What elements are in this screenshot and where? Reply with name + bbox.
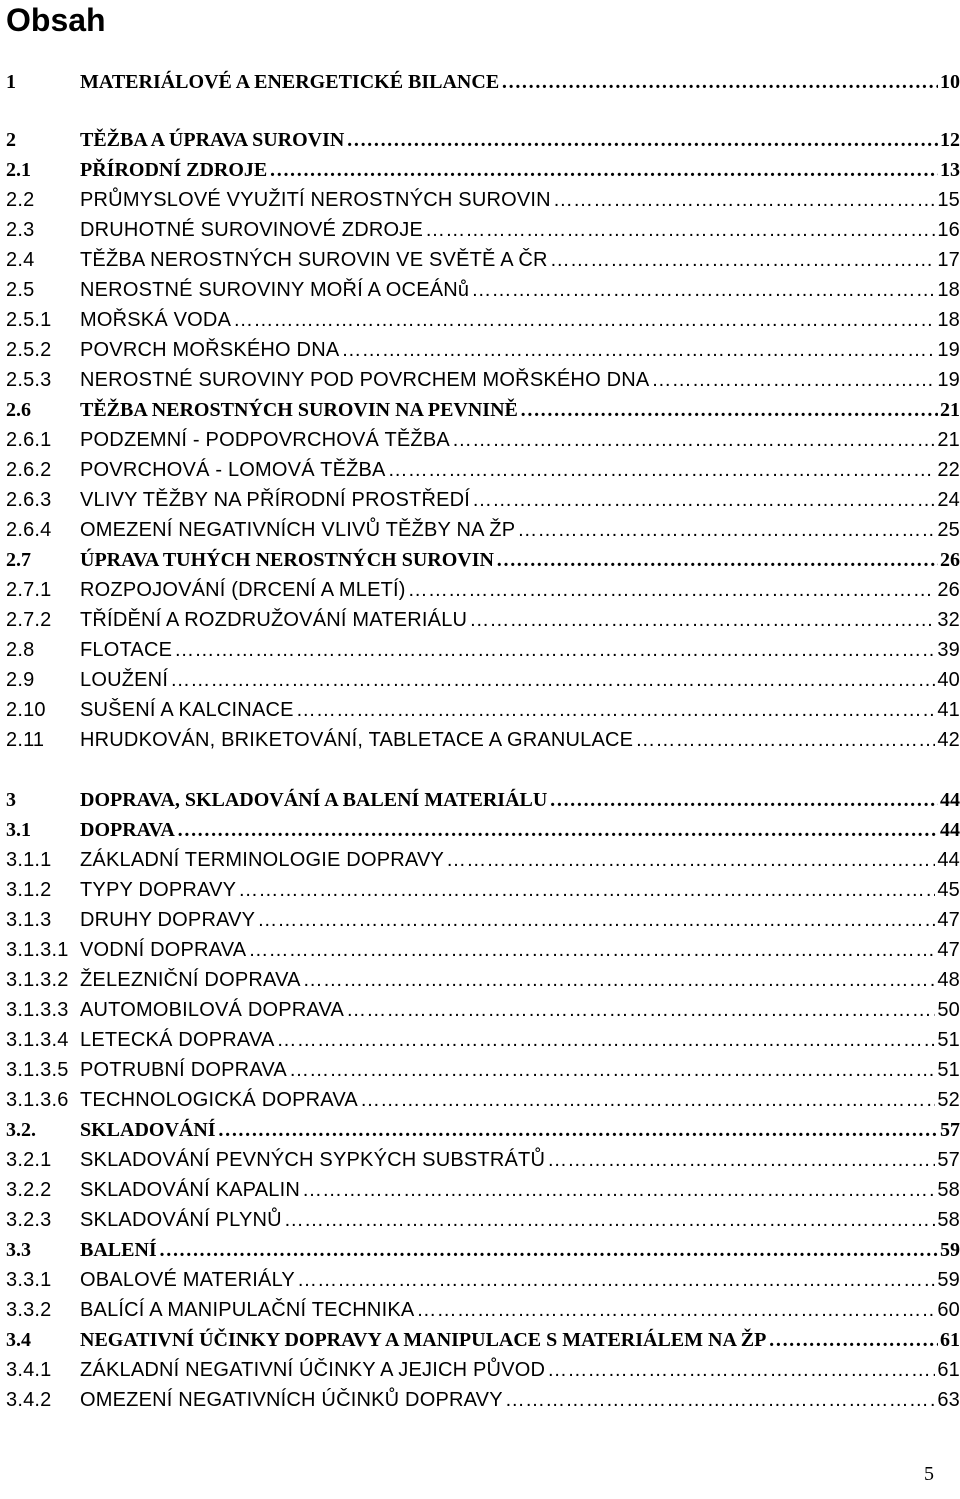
toc-entry-title: TECHNOLOGICKÁ DOPRAVA [80,1089,358,1111]
toc-leader-dots [416,1296,935,1316]
toc-entry[interactable] [6,1236,960,1264]
toc-entry-number: 2.6 [6,399,31,421]
toc-leader-dots [408,576,936,596]
toc-entry-page: 17 [937,249,960,271]
toc-entry[interactable] [6,1266,960,1294]
toc-entry-number: 2.6.1 [6,429,52,451]
toc-entry[interactable] [6,1086,960,1114]
toc-entry-page: 22 [937,459,960,481]
toc-entry-page: 48 [937,969,960,991]
toc-entry-page: 45 [937,879,960,901]
toc-entry[interactable] [6,516,960,544]
toc-leader-dots [547,1356,935,1376]
toc-entry-title: LETECKÁ DOPRAVA [80,1029,275,1051]
toc-entry-title: POVRCHOVÁ - LOMOVÁ TĚŽBA [80,459,386,481]
toc-entry-title: NEROSTNÉ SUROVINY POD POVRCHEM MOŘSKÉHO DNA [80,369,650,391]
toc-entry-page: 16 [937,219,960,241]
toc-entry-number: 2.6.3 [6,489,52,511]
toc-leader-dots [170,666,935,686]
toc-entry-page: 47 [937,909,960,931]
toc-leader-dots [768,1326,938,1346]
toc-leader-dots [174,636,935,656]
toc-entry-number: 3.1.3.1 [6,939,69,961]
toc-entry-number: 2.7 [6,549,31,571]
toc-entry-number: 2.6.4 [6,519,52,541]
toc-leader-dots [218,1116,938,1136]
toc-entry-number: 3.4.2 [6,1389,52,1411]
toc-entry-page: 25 [937,519,960,541]
toc-entry[interactable] [6,786,960,814]
toc-entry-page: 51 [937,1029,960,1051]
toc-entry[interactable] [6,426,960,454]
toc-entry-page: 58 [937,1179,960,1201]
toc-leader-dots [496,546,938,566]
page-title: Obsah [6,2,106,38]
toc-entry-page: 44 [940,819,960,841]
toc-entry-number: 2.1 [6,159,31,181]
toc-entry[interactable] [6,906,960,934]
toc-entry-title: LOUŽENÍ [80,669,169,691]
toc-leader-dots [269,156,938,176]
toc-entry-number: 2.5.1 [6,309,52,331]
toc-entry-number: 3.1.3.6 [6,1089,69,1111]
toc-entry-page: 18 [937,309,960,331]
toc-entry-number: 3.1.1 [6,849,52,871]
toc-entry[interactable] [6,126,960,154]
toc-entry[interactable] [6,666,960,694]
toc-entry-title: POTRUBNÍ DOPRAVA [80,1059,287,1081]
toc-entry-page: 24 [937,489,960,511]
toc-entry[interactable] [6,456,960,484]
toc-entry-number: 3.1 [6,819,31,841]
toc-entry[interactable] [6,636,960,664]
toc-entry[interactable] [6,1176,960,1204]
toc-entry-page: 60 [937,1299,960,1321]
toc-entry-title: ROZPOJOVÁNÍ (DRCENÍ A MLETÍ) [80,579,406,601]
toc-entry-title: TĚŽBA NEROSTNÝCH SUROVIN VE SVĚTĚ A ČR [80,249,548,271]
toc-leader-dots [472,486,935,506]
toc-entry-title: ŽELEZNIČNÍ DOPRAVA [80,969,301,991]
toc-entry[interactable] [6,246,960,274]
toc-leader-dots [346,996,935,1016]
toc-entry-number: 2.7.2 [6,609,52,631]
toc-entry[interactable] [6,876,960,904]
toc-leader-dots [517,516,935,536]
toc-entry-number: 3.1.3.5 [6,1059,69,1081]
toc-leader-dots [549,786,938,806]
toc-entry-title: ZÁKLADNÍ NEGATIVNÍ ÚČINKY A JEJICH PŮVOD [80,1359,546,1381]
toc-entry-title: PŘÍRODNÍ ZDROJE [80,159,268,181]
toc-entry-title: AUTOMOBILOVÁ DOPRAVA [80,999,345,1021]
toc-entry-title: FLOTACE [80,639,173,661]
toc-entry-title: OMEZENÍ NEGATIVNÍCH ÚČINKŮ DOPRAVY [80,1389,503,1411]
toc-entry-title: MOŘSKÁ VODA [80,309,232,331]
toc-entry[interactable] [6,546,960,574]
toc-entry-number: 2.7.1 [6,579,52,601]
toc-entry[interactable] [6,486,960,514]
toc-entry-title: NEROSTNÉ SUROVINY MOŘÍ A OCEÁNů [80,279,470,301]
toc-entry[interactable] [6,366,960,394]
toc-entry-title: TĚŽBA A ÚPRAVA SUROVIN [80,129,345,151]
toc-entry-number: 3.1.3.4 [6,1029,69,1051]
toc-entry[interactable] [6,1296,960,1324]
toc-entry-title: BALENÍ [80,1239,157,1261]
toc-entry-number: 3.3.2 [6,1299,52,1321]
toc-leader-dots [233,306,935,326]
toc-leader-dots [296,696,936,716]
toc-entry-number: 2.5 [6,279,35,301]
toc-entry-title: OBALOVÉ MATERIÁLY [80,1269,295,1291]
toc-leader-dots [360,1086,935,1106]
toc-entry-page: 40 [937,669,960,691]
toc-entry-number: 2.8 [6,639,35,661]
toc-leader-dots [257,906,935,926]
toc-entry[interactable] [6,816,960,844]
toc-leader-dots [284,1206,936,1226]
toc-entry-title: VLIVY TĚŽBY NA PŘÍRODNÍ PROSTŘEDÍ [80,489,471,511]
toc-entry[interactable] [6,1146,960,1174]
toc-entry-page: 57 [937,1149,960,1171]
toc-entry-title: MATERIÁLOVÉ A ENERGETICKÉ BILANCE [80,71,500,93]
toc-entry-page: 61 [940,1329,960,1351]
toc-entry[interactable] [6,576,960,604]
toc-entry-page: 51 [937,1059,960,1081]
toc-entry-number: 2.6.2 [6,459,52,481]
toc-entry-title: SKLADOVÁNÍ [80,1119,216,1141]
toc-entry[interactable] [6,1056,960,1084]
toc-leader-dots [501,68,938,88]
toc-entry[interactable] [6,936,960,964]
toc-entry-number: 2.5.3 [6,369,52,391]
toc-entry-page: 19 [937,369,960,391]
toc-entry-title: SKLADOVÁNÍ PEVNÝCH SYPKÝCH SUBSTRÁTŮ [80,1149,546,1171]
toc-entry[interactable] [6,186,960,214]
toc-entry[interactable] [6,966,960,994]
toc-entry-page: 41 [937,699,960,721]
toc-entry[interactable] [6,306,960,334]
toc-leader-dots [452,426,935,446]
toc-leader-dots [388,456,936,476]
toc-entry-page: 61 [937,1359,960,1381]
toc-entry-page: 10 [940,71,960,93]
toc-entry[interactable] [6,1206,960,1234]
toc-entry-page: 15 [937,189,960,211]
toc-entry-page: 59 [937,1269,960,1291]
toc-entry[interactable] [6,1116,960,1144]
toc-entry-page: 39 [937,639,960,661]
toc-entry-page: 47 [937,939,960,961]
toc-entry-title: TYPY DOPRAVY [80,879,237,901]
toc-entry[interactable] [6,68,960,96]
toc-leader-dots [297,1266,935,1286]
toc-entry-title: ZÁKLADNÍ TERMINOLOGIE DOPRAVY [80,849,445,871]
toc-entry-number: 3.3 [6,1239,31,1261]
toc-entry-number: 2.4 [6,249,35,271]
toc-leader-dots [425,216,935,236]
toc-entry[interactable] [6,276,960,304]
toc-leader-dots [159,1236,938,1256]
toc-leader-dots [651,366,935,386]
toc-entry[interactable] [6,1026,960,1054]
toc-entry[interactable] [6,1356,960,1384]
toc-entry-page: 50 [937,999,960,1021]
toc-entry-number: 3.1.3 [6,909,52,931]
toc-leader-dots [550,246,936,266]
toc-entry-title: DOPRAVA, SKLADOVÁNÍ A BALENÍ MATERIÁLU [80,789,548,811]
toc-leader-dots [303,966,936,986]
toc-leader-dots [505,1386,936,1406]
toc-entry-title: DRUHOTNÉ SUROVINOVÉ ZDROJE [80,219,424,241]
toc-leader-dots [469,606,935,626]
toc-entry-number: 3 [6,789,16,811]
toc-entry-title: TŘÍDĚNÍ A ROZDRUŽOVÁNÍ MATERIÁLU [80,609,468,631]
toc-entry-number: 2.2 [6,189,35,211]
toc-entry[interactable] [6,996,960,1024]
toc-entry-number: 2.5.2 [6,339,52,361]
toc-entry-page: 42 [937,729,960,751]
toc-entry-page: 21 [940,399,960,421]
toc-entry-number: 3.2.2 [6,1179,52,1201]
toc-leader-dots [547,1146,935,1166]
toc-leader-dots [471,276,935,296]
toc-leader-dots [346,126,938,146]
toc-entry-title: PRŮMYSLOVÉ VYUŽITÍ NEROSTNÝCH SUROVIN [80,189,551,211]
toc-entry-title: SUŠENÍ A KALCINACE [80,699,294,721]
toc-entry-page: 18 [937,279,960,301]
toc-entry-page: 32 [937,609,960,631]
toc-entry[interactable] [6,336,960,364]
toc-entry-page: 21 [937,429,960,451]
toc-leader-dots [635,726,935,746]
toc-entry-title: POVRCH MOŘSKÉHO DNA [80,339,340,361]
toc-leader-dots [520,396,938,416]
toc-entry-title: SKLADOVÁNÍ KAPALIN [80,1179,300,1201]
toc-entry-title: DRUHY DOPRAVY [80,909,256,931]
toc-entry[interactable] [6,696,960,724]
toc-entry[interactable] [6,606,960,634]
toc-leader-dots [248,936,935,956]
toc-entry-number: 3.2. [6,1119,36,1141]
toc-leader-dots [553,186,936,206]
toc-entry-title: OMEZENÍ NEGATIVNÍCH VLIVŮ TĚŽBY NA ŽP [80,519,516,541]
toc-entry-title: PODZEMNÍ - PODPOVRCHOVÁ TĚŽBA [80,429,450,451]
toc-entry-page: 13 [940,159,960,181]
toc-entry[interactable] [6,726,960,754]
toc-entry-title: BALÍCÍ A MANIPULAČNÍ TECHNIKA [80,1299,415,1321]
toc-leader-dots [302,1176,935,1196]
toc-entry-page: 26 [937,579,960,601]
toc-entry-page: 59 [940,1239,960,1261]
toc-entry-title: NEGATIVNÍ ÚČINKY DOPRAVY A MANIPULACE S MATERIÁLEM NA ŽP [80,1329,767,1351]
toc-entry-page: 19 [937,339,960,361]
toc-entry[interactable] [6,156,960,184]
toc-entry[interactable] [6,846,960,874]
toc-entry-title: ÚPRAVA TUHÝCH NEROSTNÝCH SUROVIN [80,549,494,571]
toc-leader-dots [289,1056,935,1076]
toc-entry-number: 3.2.1 [6,1149,52,1171]
toc-entry-page: 52 [937,1089,960,1111]
toc-entry-number: 2.3 [6,219,35,241]
page-number: 5 [924,1463,934,1485]
toc-entry-page: 63 [937,1389,960,1411]
toc-entry[interactable] [6,1386,960,1414]
toc-entry-number: 2.10 [6,699,46,721]
toc-entry-number: 3.1.3.2 [6,969,69,991]
toc-leader-dots [446,846,935,866]
toc-entry-page: 44 [937,849,960,871]
toc-entry[interactable] [6,1326,960,1354]
toc-entry-number: 3.4 [6,1329,31,1351]
toc-leader-dots [341,336,935,356]
toc-entry-number: 2 [6,129,16,151]
toc-leader-dots [177,816,938,836]
toc-entry-number: 3.3.1 [6,1269,52,1291]
toc-entry-page: 12 [940,129,960,151]
toc-entry-number: 3.1.2 [6,879,52,901]
toc-entry-number: 3.1.3.3 [6,999,69,1021]
toc-entry-number: 1 [6,71,16,93]
toc-entry[interactable] [6,216,960,244]
toc-entry-number: 3.4.1 [6,1359,52,1381]
toc-entry-title: DOPRAVA [80,819,175,841]
toc-entry-page: 44 [940,789,960,811]
toc-entry-page: 58 [937,1209,960,1231]
toc-entry-title: HRUDKOVÁN, BRIKETOVÁNÍ, TABLETACE A GRANULACE [80,729,634,751]
toc-entry-number: 2.11 [6,729,45,751]
toc-entry-title: TĚŽBA NEROSTNÝCH SUROVIN NA PEVNINĚ [80,399,518,421]
toc-entry-number: 3.2.3 [6,1209,52,1231]
toc-entry-page: 26 [940,549,960,571]
toc-leader-dots [277,1026,936,1046]
toc-entry-title: SKLADOVÁNÍ PLYNŮ [80,1209,282,1231]
toc-entry[interactable] [6,396,960,424]
toc-entry-title: VODNÍ DOPRAVA [80,939,247,961]
toc-leader-dots [238,876,935,896]
toc-entry-page: 57 [940,1119,960,1141]
toc-entry-number: 2.9 [6,669,35,691]
